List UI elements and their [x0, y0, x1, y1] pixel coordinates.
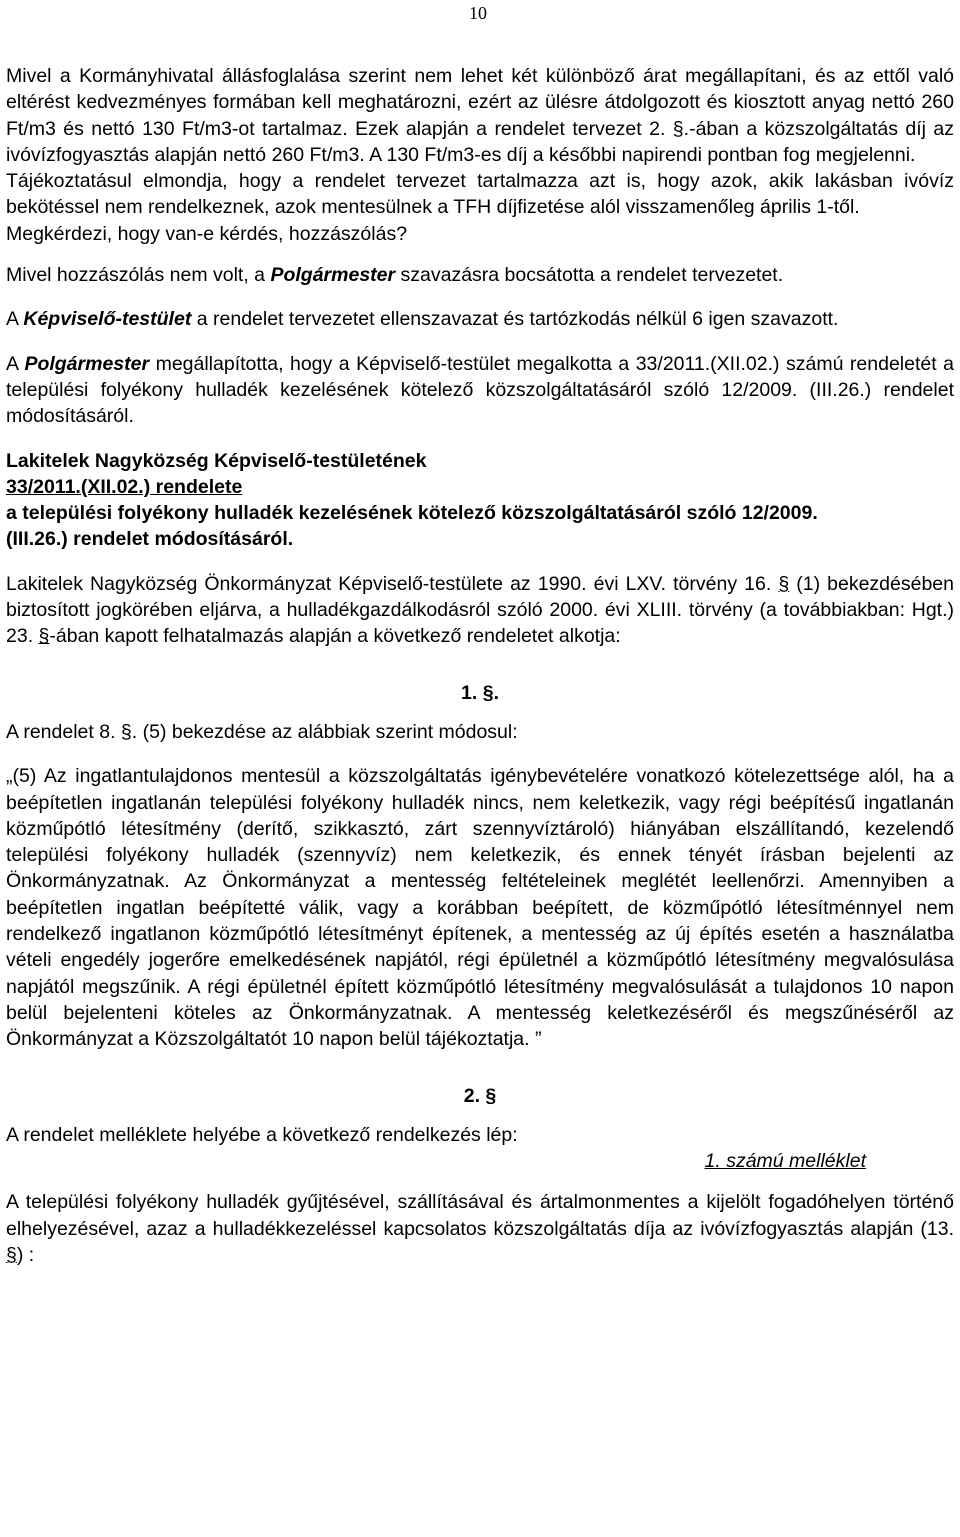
section-1-text: „(5) Az ingatlantulajdonos mentesül a közszolgáltatás igénybevételére vonatkozó kötelezettsége alól, ha a beépítetlen ingatlanán települési folyékony hulladék nincs, nem keletkezik, vagy régi beépítésű ingatlanán közműpótló létesítmény (derítő, szikkasztó, zárt szennyvíztároló) hiányában elszállítandó, kezelendő települési folyékony hulladék (szennyvíz) nem keletkezik, és ennek tényét írásban bejelenti az Önkormányzatnak. Az Önkormányzat a mentesség feltételeinek meglétét leellenőrzi. Amennyiben a beépítetlen ingatlan beépítetté válik, vagy a korábban beépített, de közműpótló létesítménnyel nem rendelkező ingatlanon közműpótló létesítményt építenek, a mentesség az új építés esetén a használatba vételi engedély jogerőre emelkedésének napjától, régi épületnél a közműpótló létesítmény megvalósulása napjától megszűnik. A régi épületnél épített közműpótló létesítmény megvalósulását a tulajdonos 10 napon belül bejelenteni köteles az Önkormányzatnak. A mentesség keletkezéséről és megszűnéséről az Önkormányzat a Közszolgáltatót 10 napon belül tájékoztatja. ” — [6, 765, 954, 1051]
decree-title-line1: Lakitelek Nagyközség Képviselő-testületének — [6, 449, 427, 472]
annex-label: 1. számú melléklet — [704, 1150, 866, 1173]
document-body — [6, 63, 954, 1268]
polgarmester-label: Polgármester — [270, 264, 396, 287]
decree-preamble: Lakitelek Nagyközség Önkormányzat Képviselő-testülete az 1990. évi LXV. törvény 16. § (1) bekezdésében biztosított jogkörében eljárva, a hulladékgazdálkodásról szóló 2000. évi XLIII. törvény (a továbbiakban: Hgt.) 23. §-ában kapott felhatalmazás alapján a következő rendeletet alkotja: — [6, 572, 954, 648]
section-2-intro: A rendelet melléklete helyébe a következő rendelkezés lép: — [6, 1123, 518, 1146]
decree-title-line2: 33/2011.(XII.02.) rendelete — [6, 475, 243, 498]
section-2-heading: 2. § — [463, 1084, 497, 1107]
annex-text: A települési folyékony hulladék gyűjtésével, szállításával és ártalmonmentes a kijelölt fogadóhelyen történő elhelyezésével, azaz a hulladékkezeléssel kapcsolatos közszolgáltatás díja az ivóvízfogyasztás alapján (13. §) : — [6, 1191, 954, 1266]
section-symbol: § — [778, 572, 790, 595]
kepviselo-testulet-label: Képviselő-testület — [23, 308, 192, 331]
paragraph-megallapitas: A Polgármester megállapította, hogy a Képviselő-testület megalkotta a 33/2011.(XII.02.) számú rendeletét a települési folyékony hulladék kezelésének kötelező közszolgáltatásáról szóló 12/2009. (III.26.) rendelet módosításáról. — [6, 352, 955, 428]
paragraph-szavazas-eredmeny: A Képviselő-testület a rendelet tervezetet ellenszavazat és tartózkodás nélkül 6 igen szavazott. — [6, 308, 839, 331]
paragraph-kerdes: Megkérdezi, hogy van-e kérdés, hozzászólás? — [6, 222, 408, 245]
section-symbol: § — [38, 625, 50, 648]
section-1-heading: 1. §. — [461, 681, 499, 704]
paragraph-szavazasra: Mivel hozzászólás nem volt, a Polgármester szavazásra bocsátotta a rendelet tervezetet. — [6, 264, 784, 287]
paragraph-tajekoztatas: Tájékoztatásul elmondja, hogy a rendelet tervezet tartalmazza azt is, hogy azok, akik lakásban ivóvíz bekötéssel nem rendelkeznek, azok mentesülnek a TFH díjfizetése alól visszamenőleg április 1-től. — [6, 170, 954, 219]
section-1-intro: A rendelet 8. §. (5) bekezdése az alábbiak szerint módosul: — [6, 720, 518, 743]
paragraph-kormanyhivatal: Mivel a Kormányhivatal állásfoglalása szerint nem lehet két különböző árat megállapítani, és az ettől való eltérést kedvezményes formában kell meghatározni, ezért az ülésre átdolgozott és kiosztott anyag nettó 260 Ft/m3 és nettó 130 Ft/m3-ot tartalmaz. Ezek alapján a rendelet tervezet 2. §.-ában a közszolgáltatás díj az ivóvízfogyasztás alapján nettó 260 Ft/m3. A 130 Ft/m3-es díj a későbbi napirendi pontban fog megjelenni. — [6, 65, 954, 166]
decree-title-line3: a települési folyékony hulladék kezelésének kötelező közszolgáltatásáról szóló 12/2009. (III.26.) rendelet módosításáról. — [6, 502, 818, 551]
page-number: 10 — [469, 3, 487, 23]
polgarmester-label-2: Polgármester — [24, 352, 150, 375]
